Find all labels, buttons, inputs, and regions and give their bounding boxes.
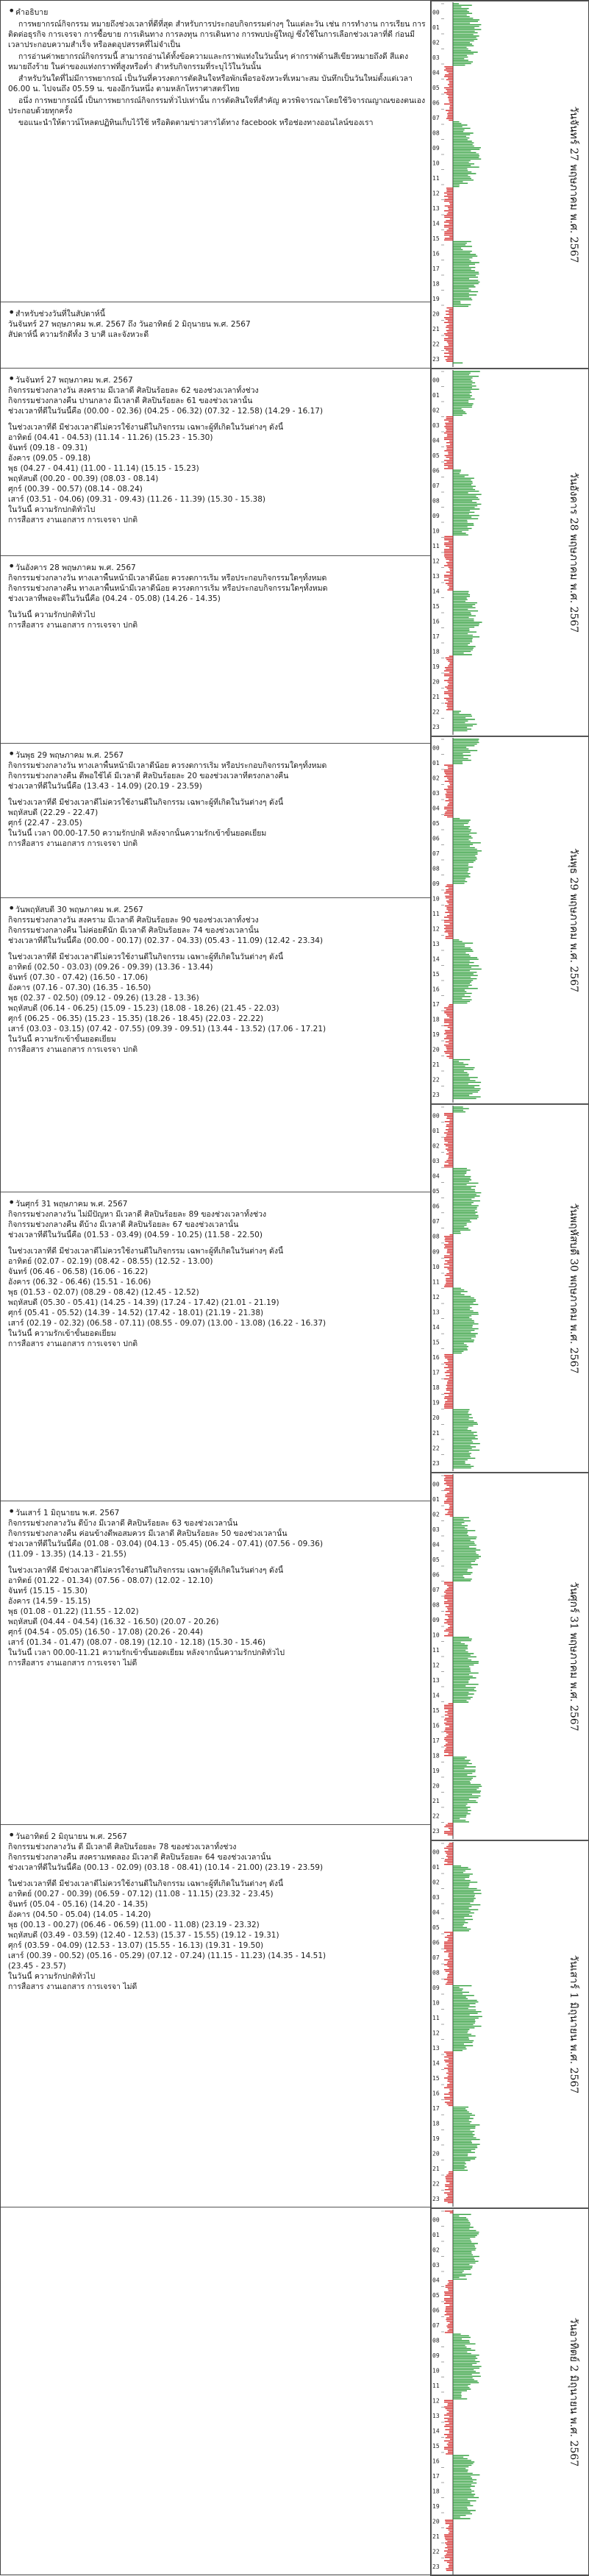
hour-tick-label: 10 [432,527,440,534]
hour-tick-label: 01 [432,24,440,31]
hour-tick-label: 13 [432,941,440,947]
hour-tick-label: 06 [432,835,440,842]
bullet-icon: • [8,305,15,319]
section-line: อาทิตย์ (02.07 - 02.19) (08.42 - 08.55) (12.52 - 13.00) [8,1256,426,1267]
section-line: อังคาร (14.59 - 15.15) [8,1596,426,1607]
hour-tick-label: 05 [432,2292,440,2299]
hour-tick-label: 21 [432,326,440,332]
section-heading: วันพุธ 29 พฤษภาคม พ.ศ. 2567 [15,751,124,760]
section-line: ช่วงเวลาที่ดีในวันนี้คือ (01.08 - 03.04) (04.13 - 05.45) (06.24 - 07.41) (07.56 - 09.36) [8,1539,426,1549]
hour-tick-label: 16 [432,618,440,625]
hour-tick-label: 02 [432,1511,440,1518]
hour-tick-label: 05 [432,85,440,91]
section-line: กิจกรรมช่วงกลางวัน ทางเลาพื้นหน้ามีเวลาดีน้อย ควรงดการเริ่ม หรือประกอบกิจกรรมใดๆทั้งหมด [8,573,426,583]
hour-tick-label: 09 [432,1985,440,1991]
section-line: จันทร์ (15.15 - 15.30) [8,1586,426,1596]
hour-tick-label: 00 [432,1112,440,1119]
section-heading: วันอาทิตย์ 2 มิถุนายน พ.ศ. 2567 [15,1832,127,1841]
section-line: เสาร์ (03.03 - 03.15) (07.42 - 07.55) (09.39 - 09.51) (13.44 - 13.52) (17.06 - 17.21) [8,1024,426,1034]
hour-tick-label: 06 [432,1203,440,1210]
section-line: ช่วงเวลาที่ดีในวันนี้คือ (13.43 - 14.09) (20.19 - 23.59) [8,781,426,791]
hour-tick-label: 21 [432,1798,440,1804]
section-line: พฤหัสบดี (03.49 - 03.59) (12.40 - 12.53) (15.37 - 15.55) (19.12 - 19.31) [8,1930,426,1940]
hour-tick-label: 18 [432,2120,440,2127]
section-line: ศุกร์ (05.41 - 05.52) (14.39 - 14.52) (17.42 - 18.01) (21.19 - 21.38) [8,1308,426,1318]
section-line: ช่วงเวลาที่ดีในวันนี้คือ (00.13 - 02.09) (03.18 - 08.41) (10.14 - 21.00) (23.19 - 23.59) [8,1862,426,1873]
hour-tick-label: 22 [432,1812,440,1819]
section-heading: วันจันทร์ 27 พฤษภาคม พ.ศ. 2567 [15,376,133,385]
section-line: กิจกรรมช่วงกลางคืน สงครามทดลอง มีเวลาดี ศิลปินร้อยละ 64 ของช่วงเวลานั้น [8,1852,426,1862]
hour-tick-label: 08 [432,1969,440,1976]
section-line: กิจกรรมช่วงกลางคืน ค่อนข้างดีพอสมควร มีเวลาดี ศิลปินร้อยละ 50 ของช่วงเวลานั้น [8,1529,426,1539]
day-activity-chart [431,736,589,1104]
hour-tick-label: 07 [432,2322,440,2329]
hour-tick-label: 22 [432,2548,440,2555]
hour-tick-label: 01 [432,1128,440,1134]
hour-tick-label: 16 [432,1354,440,1361]
hour-tick-label: 20 [432,1046,440,1053]
section-line: ในวันนี้ ความรักปกติทั่วไป [8,1971,426,1982]
chart-date-label: วันพฤหัสบดี 30 พฤษภาคม พ.ศ. 2567 [568,1203,579,1374]
section-line: อาทิตย์ (04.41 - 04.53) (11.14 - 11.26) (15.23 - 15.30) [8,433,426,443]
bullet-icon: • [8,559,15,573]
section-line: อาทิตย์ (02.50 - 03.03) (09.26 - 09.39) (13.36 - 13.44) [8,962,426,972]
section-line: อังคาร (09.05 - 09.18) [8,453,426,463]
hour-tick-label: 23 [432,2563,440,2570]
hour-tick-label: 14 [432,2060,440,2066]
hour-tick-label: 04 [432,805,440,811]
section-line: ในวันนี้ ความรักเข้าขั้นยอดเยี่ยม [8,1034,426,1045]
section-line: กิจกรรมช่วงกลางวัน ทางเลาพื้นหน้ามีเวลาดีน้อย ควรงดการเริ่ม หรือประกอบกิจกรรมใดๆทั้งหมด [8,761,426,771]
hour-tick-label: 00 [432,9,440,15]
hour-tick-label: 15 [432,971,440,978]
hour-tick-label: 06 [432,2307,440,2313]
hour-tick-label: 04 [432,1173,440,1180]
section-line: กิจกรรมช่วงกลางคืน ดีพอใช้ได้ มีเวลาดี ศิลปินร้อยละ 20 ของช่วงเวลาที่ตรงกลางคืน [8,771,426,781]
hour-tick-label: 07 [432,1587,440,1593]
hour-tick-label: 03 [432,2262,440,2269]
day-activity-chart [431,1104,589,1473]
hour-tick-label: 06 [432,1939,440,1946]
text-column [1,1,431,2576]
hour-tick-label: 10 [432,160,440,166]
section-line: พฤหัสบดี (06.14 - 06.25) (15.09 - 15.23) (18.08 - 18.26) (21.45 - 22.03) [8,1003,426,1014]
section-line: พฤหัสบดี (05.30 - 05.41) (14.25 - 14.39) (17.24 - 17.42) (21.01 - 21.19) [8,1298,426,1308]
hour-tick-label: 07 [432,483,440,489]
hour-tick-label: 02 [432,1142,440,1149]
hour-tick-label: 23 [432,2196,440,2202]
hour-tick-label: 11 [432,1647,440,1654]
chart-date-label: วันอาทิตย์ 2 มิถุนายน พ.ศ. 2567 [568,2318,580,2467]
hour-tick-label: 17 [432,1370,440,1376]
hour-tick-label: 02 [432,775,440,781]
hour-tick-label: 21 [432,2166,440,2172]
hour-tick-label: 20 [432,1415,440,1421]
chart-date-label: วันพุธ 29 พฤษภาคม พ.ศ. 2567 [568,848,579,992]
day-activity-chart [431,2208,589,2576]
hour-tick-label: 19 [432,2135,440,2142]
intro-paragraph: การพยากรณ์กิจกรรม หมายถึงช่วงเวลาที่ดีที่สุด สำหรับการประกอบกิจกรรมต่างๆ ในแต่ละวัน เช่น การทำงาน การเรียน การติดต่อธุรกิจ การเจรจา การซื้อขาย การเดินทาง การลงทุน การเดินทาง การพบปะผู้ใหญ่ ซึ่งใช้ในการเลือกช่วงเวลาที่ดี ก่อนมีเวลาประกอบความสำเร็จ หรือลดอุปสรรคที่ไม่จำเป็น [8,19,426,50]
hour-tick-label: 15 [432,2443,440,2449]
intro-title: คำอธิบาย [15,8,48,17]
section-line: อาทิตย์ (01.22 - 01.34) (07.56 - 08.07) (12.02 - 12.10) [8,1576,426,1586]
hour-tick-label: 14 [432,1692,440,1698]
hour-tick-label: 09 [432,1617,440,1623]
section-line: ในช่วงเวลาที่ดี มีช่วงเวลาดีไม่ควรใช้งานดีในกิจกรรม เฉพาะผู้ที่เกิดในวันต่างๆ ดังนี้ [8,1879,426,1889]
hour-tick-label: 13 [432,2413,440,2419]
section-line: ช่วงเวลาที่ดีในวันนี้คือ (00.00 - 00.17) (02.37 - 04.33) (05.43 - 11.09) (12.42 - 23.34) [8,936,426,946]
hour-tick-label: 10 [432,2367,440,2374]
hour-tick-label: 22 [432,1445,440,1451]
hour-tick-label: 12 [432,2397,440,2404]
section-line: กิจกรรมช่วงกลางวัน สงคราม มีเวลาดี ศิลปินร้อยละ 62 ของช่วงเวลาทั้งช่วง [8,385,426,396]
hour-tick-label: 23 [432,1828,440,1835]
hour-tick-label: 01 [432,1864,440,1871]
section-line: เสาร์ (00.39 - 00.52) (05.16 - 05.29) (07.12 - 07.24) (11.15 - 11.23) (14.35 - 14.51) [8,1951,426,1961]
hour-tick-label: 20 [432,678,440,685]
hour-tick-label: 07 [432,850,440,857]
section-line: ในวันนี้ เวลา 00.00-11.21 ความรักเข้าขั้นยอดเยี่ยม หลังจากนั้นความรักปกติทั่วไป [8,1648,426,1658]
hour-tick-label: 14 [432,220,440,227]
hour-tick-label: 09 [432,880,440,887]
hour-tick-label: 05 [432,452,440,459]
hour-tick-label: 23 [432,1092,440,1098]
hour-tick-label: 02 [432,407,440,413]
hour-tick-label: 13 [432,573,440,580]
hour-tick-label: 23 [432,356,440,363]
section-line: พฤหัสบดี (00.20 - 00.39) (08.03 - 08.14) [8,474,426,484]
section-line: ในวันนี้ ความรักปกติทั่วไป [8,505,426,515]
section-line: ศุกร์ (04.54 - 05.05) (16.50 - 17.08) (20.26 - 20.44) [8,1627,426,1637]
day-activity-chart [431,369,589,736]
section-line: ช่วงเวลาที่ดีในวันนี้คือ (00.00 - 02.36) (04.25 - 06.32) (07.32 - 12.58) (14.29 - 16.17) [8,406,426,416]
section-line: วันจันทร์ 27 พฤษภาคม พ.ศ. 2567 ถึง วันอาทิตย์ 2 มิถุนายน พ.ศ. 2567 [8,319,426,330]
hour-tick-label: 03 [432,790,440,797]
hour-tick-label: 15 [432,1707,440,1714]
hour-tick-label: 19 [432,663,440,670]
hour-tick-label: 05 [432,1556,440,1563]
hour-tick-label: 08 [432,497,440,504]
hour-tick-label: 14 [432,588,440,594]
day-section [1,556,430,744]
section-line: พฤหัสบดี (22.29 - 22.47) [8,808,426,818]
hour-tick-label: 06 [432,99,440,106]
chart-column [431,1,589,2576]
hour-tick-label: 14 [432,1324,440,1331]
section-line: กิจกรรมช่วงกลางวัน ดี มีเวลาดี ศิลปินร้อยละ 78 ของช่วงเวลาทั้งช่วง [8,1842,426,1852]
hour-tick-label: 11 [432,2015,440,2021]
section-line: พุธ (02.37 - 02.50) (09.12 - 09.26) (13.28 - 13.36) [8,993,426,1003]
hour-tick-label: 06 [432,467,440,474]
hour-tick-label: 19 [432,1400,440,1406]
day-section [1,1501,430,1825]
section-line: ศุกร์ (22.47 - 23.05) [8,818,426,828]
hour-tick-label: 19 [432,296,440,302]
hour-tick-label: 03 [432,1526,440,1533]
day-section [1,1192,430,1501]
section-line: ศุกร์ (06.25 - 06.35) (15.23 - 15.35) (18.26 - 18.45) (22.03 - 22.22) [8,1014,426,1024]
hour-tick-label: 05 [432,1188,440,1195]
hour-tick-label: 20 [432,2518,440,2525]
hour-tick-label: 00 [432,2216,440,2223]
hour-tick-label: 16 [432,2090,440,2096]
hour-tick-label: 17 [432,2105,440,2112]
intro-paragraph: การอ่านค่าพยากรณ์กิจกรรมนี้ สามารถอ่านได้ทั้งข้อความและกราฟแท่งในวันนั้นๆ ค่ากราฟด้านสีเขียวหมายถึงดี สีแดงหมายถึงร้าย ในค่าของแท่งกราฟที่สูงหรือต่ำ สำหรับกิจกรรมที่ระบุไว้ในวันนั้น [8,51,426,72]
section-line: (11.09 - 13.35) (14.13 - 21.55) [8,1549,426,1559]
hour-tick-label: 20 [432,2150,440,2157]
week-summary-section [1,302,430,369]
intro-paragraph: ขอแนะนำให้ดาวน์โหลดปฏิทินเก็บไว้ใช้ หรือติดตามข่าวสารได้ทาง facebook หรือช่องทางออนไลน์ของเรา [8,118,426,128]
section-line: กิจกรรมช่วงกลางวัน สงคราม มีเวลาดี ศิลปินร้อยละ 90 ของช่วงเวลาทั้งช่วง [8,915,426,925]
hour-tick-label: 14 [432,2427,440,2434]
hour-tick-label: 07 [432,115,440,121]
hour-tick-label: 01 [432,1496,440,1503]
chart-border [432,369,589,736]
hour-tick-label: 12 [432,2029,440,2036]
section-line: เสาร์ (02.19 - 02.32) (06.58 - 07.11) (08.55 - 09.07) (13.00 - 13.08) (16.22 - 16.37) [8,1318,426,1328]
section-heading: วันพฤหัสบดี 30 พฤษภาคม พ.ศ. 2567 [15,905,143,914]
section-heading: สำหรับช่วงวันที่ในสัปดาห์นี้ [15,310,105,319]
section-line: ในช่วงเวลาที่ดี มีช่วงเวลาดีไม่ควรใช้งานดีในกิจกรรม เฉพาะผู้ที่เกิดในวันต่างๆ ดังนี้ [8,797,426,808]
section-heading: วันอังคาร 28 พฤษภาคม พ.ศ. 2567 [15,563,136,572]
section-line: เสาร์ (03.51 - 04.06) (09.31 - 09.43) (11.26 - 11.39) (15.30 - 15.38) [8,494,426,505]
hour-tick-label: 05 [432,1924,440,1931]
hour-tick-label: 13 [432,1677,440,1684]
hour-tick-label: 02 [432,39,440,46]
hour-tick-label: 23 [432,1460,440,1467]
hour-tick-label: 09 [432,1248,440,1255]
chart-date-label: วันศุกร์ 31 พฤษภาคม พ.ศ. 2567 [568,1581,580,1731]
hour-tick-label: 04 [432,1541,440,1548]
hour-tick-label: 00 [432,377,440,383]
section-line: ในช่วงเวลาที่ดี มีช่วงเวลาดีไม่ควรใช้งานดีในกิจกรรม เฉพาะผู้ที่เกิดในวันต่างๆ ดังนี้ [8,952,426,962]
section-line: กิจกรรมช่วงกลางคืน ไม่ค่อยดีนัก มีเวลาดี ศิลปินร้อยละ 74 ของช่วงเวลานั้น [8,925,426,936]
hour-tick-label: 18 [432,1752,440,1759]
section-line: ช่วงเวลาที่พอจะดีในวันนี้คือ (04.24 - 05.08) (14.26 - 14.35) [8,594,426,604]
hour-tick-label: 06 [432,1571,440,1578]
hour-tick-label: 02 [432,2246,440,2253]
section-line: พุธ (01.08 - 01.22) (11.55 - 12.02) [8,1607,426,1617]
hour-tick-label: 17 [432,1737,440,1744]
section-line: การสื่อสาร งานเอกสาร การเจรจา ปกติ [8,1045,426,1055]
bullet-icon: • [8,1828,15,1842]
section-line: ในวันนี้ ความรักเข้าขั้นยอดเยี่ยม [8,1328,426,1339]
hour-tick-label: 22 [432,341,440,347]
hour-tick-label: 22 [432,1076,440,1083]
hour-tick-label: 17 [432,266,440,272]
hour-tick-label: 18 [432,2488,440,2494]
hour-tick-label: 18 [432,1016,440,1022]
section-line: ศุกร์ (03.59 - 04.09) (12.53 - 13.07) (15.55 - 16.13) (19.31 - 19.50) [8,1940,426,1951]
section-line: ในช่วงเวลาที่ดี มีช่วงเวลาดีไม่ควรใช้งานดีในกิจกรรม เฉพาะผู้ที่เกิดในวันต่างๆ ดังนี้ [8,422,426,433]
hour-tick-label: 18 [432,1384,440,1391]
hour-tick-label: 12 [432,190,440,196]
day-section [1,898,430,1192]
hour-tick-label: 00 [432,744,440,751]
hour-tick-label: 21 [432,1061,440,1068]
hour-tick-label: 15 [432,1339,440,1346]
bullet-icon: • [8,901,15,915]
section-heading: วันศุกร์ 31 พฤษภาคม พ.ศ. 2567 [15,1200,127,1209]
hour-tick-label: 04 [432,2277,440,2283]
section-line: กิจกรรมช่วงกลางคืน ทางเลาพื้นหน้ามีเวลาดีน้อย ควรงดการเริ่ม หรือประกอบกิจกรรมใดๆทั้งหมด [8,583,426,594]
hour-tick-label: 08 [432,1234,440,1240]
day-section [1,744,430,898]
hour-tick-label: 10 [432,1999,440,2006]
hour-tick-label: 09 [432,145,440,152]
hour-tick-label: 15 [432,235,440,242]
section-line: พุธ (01.53 - 02.07) (08.29 - 08.42) (12.45 - 12.52) [8,1287,426,1298]
section-heading: วันเสาร์ 1 มิถุนายน พ.ศ. 2567 [15,1509,119,1518]
hour-tick-label: 22 [432,2180,440,2187]
section-line: อังคาร (06.32 - 06.46) (15.51 - 16.06) [8,1277,426,1287]
intro-paragraph: สำหรับวันใดที่ไม่มีการพยากรณ์ เป็นวันที่ควรงดการตัดสินใจหรือพักเพื่อรอจังหวะที่เหมาะสม บันทึกเป็นวันใหม่ตั้งแต่เวลา 06.00 น. ไปจนถึง 05.59 น. ของอีกวันหนึ่ง ตามหลักโหราศาสตร์ไทย [8,74,426,94]
bullet-icon: • [8,747,15,761]
section-line: ในช่วงเวลาที่ดี มีช่วงเวลาดีไม่ควรใช้งานดีในกิจกรรม เฉพาะผู้ที่เกิดในวันต่างๆ ดังนี้ [8,1246,426,1256]
hour-tick-label: 17 [432,1001,440,1008]
hour-tick-label: 03 [432,1894,440,1901]
section-line: สัปดาห์นี้ ความรักดีทั้ง 3 บาศี และจังหวะดี [8,330,426,340]
hour-tick-label: 12 [432,1662,440,1668]
section-line: พฤหัสบดี (04.44 - 04.54) (16.32 - 16.50) (20.07 - 20.26) [8,1617,426,1627]
day-section [1,1825,430,2207]
day-activity-chart [431,1840,589,2208]
hour-tick-label: 01 [432,392,440,399]
intro-paragraph: อนึ่ง การพยากรณ์นี้ เป็นการพยากรณ์กิจกรรมทั่วไปเท่านั้น การตัดสินใจที่สำคัญ ควรพิจารณาโดยใช้วิจารณญาณของตนเองประกอบด้วยทุกครั้ง [8,96,426,116]
hour-tick-label: 02 [432,1879,440,1885]
section-line: การสื่อสาร งานเอกสาร การเจรจา ไม่ดี [8,1982,426,1992]
section-line: การสื่อสาร งานเอกสาร การเจรจา ปกติ [8,839,426,849]
hour-tick-label: 11 [432,1278,440,1285]
hour-tick-label: 19 [432,2503,440,2510]
hour-tick-label: 05 [432,820,440,827]
hour-tick-label: 12 [432,925,440,932]
hour-tick-label: 21 [432,2533,440,2540]
hour-tick-label: 15 [432,603,440,610]
hour-tick-label: 23 [432,724,440,730]
section-line: อาทิตย์ (00.27 - 00.39) (06.59 - 07.12) (11.08 - 11.15) (23.32 - 23.45) [8,1889,426,1899]
hour-tick-label: 03 [432,422,440,429]
hour-tick-label: 17 [432,633,440,640]
hour-tick-label: 13 [432,1309,440,1315]
section-line: กิจกรรมช่วงกลางคืน ปานกลาง มีเวลาดี ศิลปินร้อยละ 61 ของช่วงเวลานั้น [8,396,426,406]
hour-tick-label: 21 [432,1430,440,1437]
hour-tick-label: 11 [432,543,440,549]
hour-tick-label: 07 [432,1954,440,1961]
section-line: จันทร์ (07.30 - 07.42) (16.50 - 17.06) [8,972,426,983]
hour-tick-label: 18 [432,280,440,287]
hour-tick-label: 09 [432,513,440,519]
section-line: จันทร์ (06.46 - 06.58) (16.06 - 16.22) [8,1267,426,1277]
hour-tick-label: 10 [432,895,440,902]
hour-tick-label: 09 [432,2352,440,2359]
section-line: พุธ (04.27 - 04.41) (11.00 - 11.14) (15.15 - 15.23) [8,463,426,474]
hour-tick-label: 11 [432,911,440,917]
section-line: การสื่อสาร งานเอกสาร การเจรจา ไม่ดี [8,1658,426,1668]
hour-tick-label: 17 [432,2473,440,2480]
hour-tick-label: 00 [432,1481,440,1487]
hour-tick-label: 18 [432,648,440,655]
section-line: พุธ (00.13 - 00.27) (06.46 - 06.59) (11.00 - 11.08) (23.19 - 23.32) [8,1920,426,1930]
section-line: จันทร์ (05.04 - 05.16) (14.20 - 14.35) [8,1899,426,1910]
hour-tick-label: 21 [432,694,440,700]
hour-tick-label: 07 [432,1218,440,1225]
day-activity-chart [431,1473,589,1840]
hour-tick-label: 16 [432,250,440,257]
intro-section: •คำอธิบาย การพยากรณ์กิจกรรม หมายถึงช่วงเวลาที่ดีที่สุด สำหรับการประกอบกิจกรรมต่างๆ ในแต่ละวัน เช่น การทำงาน การเรียน การติดต่อธุรกิจ การเจรจา การซื้อขาย การเดินทาง การลงทุน การเดินทาง การพบปะผู้ใหญ่ ซึ่งใช้ในการเลือกช่วงเวลาที่ดี ก่อนมีเวลาประกอบความสำเร็จ หรือลดอุปสรรคที่ไม่จำเป็น การอ่านค่าพยากรณ์กิจกรรมนี้ สามารถอ่านได้ทั้งข้อความและกราฟแท่งในวันนั้นๆ ค่ากราฟด้านสีเขียวหมายถึงดี สีแดงหมายถึงร้าย ในค่าของแท่งกราฟที่สูงหรือต่ำ สำหรับกิจกรรมที่ระบุไว้ในวันนั้น สำหรับวันใดที่ไม่มีการพยากรณ์ เป็นวันที่ควรงดการตัดสินใจหรือพักเพื่อรอจังหวะที่เหมาะสม บันทึกเป็นวันใหม่ตั้งแต่เวลา 06.00 น. ไปจนถึง 05.59 น. ของอีกวันหนึ่ง ตามหลักโหราศาสตร์ไทย อนึ่ง การพยากรณ์นี้ เป็นการพยากรณ์กิจกรรมทั่วไปเท่านั้น การตัดสินใจที่สำคัญ ควรพิจารณาโดยใช้วิจารณญาณของตนเองประกอบด้วยทุกครั้ง ขอแนะนำให้ดาวน์โหลดปฏิทินเก็บไว้ใช้ หรือติดตามข่าวสารได้ทาง facebook หรือช่องทางออนไลน์ของเรา [1,1,430,302]
section-line: เสาร์ (01.34 - 01.47) (08.07 - 08.19) (12.10 - 12.18) (15.30 - 15.46) [8,1637,426,1648]
hour-tick-label: 04 [432,437,440,444]
hour-tick-label: 11 [432,175,440,182]
hour-tick-label: 08 [432,2337,440,2344]
hour-tick-label: 10 [432,1632,440,1638]
chart-date-label: วันเสาร์ 1 มิถุนายน พ.ศ. 2567 [568,1955,580,2093]
hour-tick-label: 13 [432,2045,440,2052]
hour-tick-label: 13 [432,205,440,212]
section-line: การสื่อสาร งานเอกสาร การเจรจา ปกติ [8,515,426,525]
section-line: อังคาร (07.16 - 07.30) (16.35 - 16.50) [8,983,426,993]
section-line: การสื่อสาร งานเอกสาร การเจรจา ปกติ [8,620,426,630]
hour-tick-label: 08 [432,1601,440,1608]
section-line: กิจกรรมช่วงกลางคืน ดีบ้าง มีเวลาดี ศิลปินร้อยละ 67 ของช่วงเวลานั้น [8,1220,426,1230]
bullet-icon: • [8,1504,15,1518]
chart-date-label: วันอังคาร 28 พฤษภาคม พ.ศ. 2567 [568,472,579,633]
hour-tick-label: 16 [432,1722,440,1729]
hour-tick-label: 04 [432,1909,440,1915]
day-section [1,369,430,556]
hour-tick-label: 08 [432,865,440,872]
hour-tick-label: 04 [432,69,440,76]
section-line: การสื่อสาร งานเอกสาร การเจรจา ปกติ [8,1339,426,1349]
hour-tick-label: 20 [432,310,440,317]
hour-tick-label: 12 [432,558,440,564]
section-line: กิจกรรมช่วงกลางวัน ดีบ้าง มีเวลาดี ศิลปินร้อยละ 63 ของช่วงเวลานั้น [8,1518,426,1529]
day-activity-chart [431,1,589,369]
section-line: กิจกรรมช่วงกลางวัน ไม่มีปัญหา มีเวลาดี ศิลปินร้อยละ 89 ของช่วงเวลาทั้งช่วง [8,1209,426,1220]
hour-tick-label: 16 [432,2458,440,2464]
chart-border [432,737,589,1104]
section-line: ศุกร์ (00.39 - 00.57) (08.14 - 08.24) [8,484,426,494]
hour-tick-label: 03 [432,54,440,61]
hour-tick-label: 14 [432,956,440,962]
section-line: จันทร์ (09.18 - 09.31) [8,443,426,453]
hour-tick-label: 19 [432,1031,440,1038]
hour-tick-label: 10 [432,1264,440,1270]
section-line: ช่วงเวลาที่ดีในวันนี้คือ (01.53 - 03.49) (04.59 - 10.25) (11.58 - 22.50) [8,1230,426,1240]
hour-tick-label: 15 [432,2075,440,2082]
section-line: ในช่วงเวลาที่ดี มีช่วงเวลาดีไม่ควรใช้งานดีในกิจกรรม เฉพาะผู้ที่เกิดในวันต่างๆ ดังนี้ [8,1565,426,1576]
hour-tick-label: 03 [432,1158,440,1164]
hour-tick-label: 22 [432,708,440,715]
bullet-icon: • [8,371,15,385]
hour-tick-label: 20 [432,1782,440,1789]
chart-date-label: วันจันทร์ 27 พฤษภาคม พ.ศ. 2567 [568,107,580,263]
section-line: อังคาร (04.50 - 05.04) (14.05 - 14.20) [8,1910,426,1920]
section-line: (23.45 - 23.57) [8,1961,426,1971]
bullet-icon: • [8,1195,15,1209]
hour-tick-label: 00 [432,1849,440,1855]
hour-tick-label: 01 [432,2232,440,2238]
hour-tick-label: 12 [432,1294,440,1301]
section-line: ในวันนี้ ความรักปกติทั่วไป [8,610,426,620]
hour-tick-label: 01 [432,760,440,766]
hour-tick-label: 11 [432,2383,440,2389]
hour-tick-label: 19 [432,1768,440,1774]
hour-tick-label: 16 [432,986,440,992]
section-line: ในวันนี้ เวลา 00.00-17.50 ความรักปกติ หลังจากนั้นความรักเข้าขั้นยอดเยี่ยม [8,828,426,839]
hour-tick-label: 08 [432,129,440,136]
